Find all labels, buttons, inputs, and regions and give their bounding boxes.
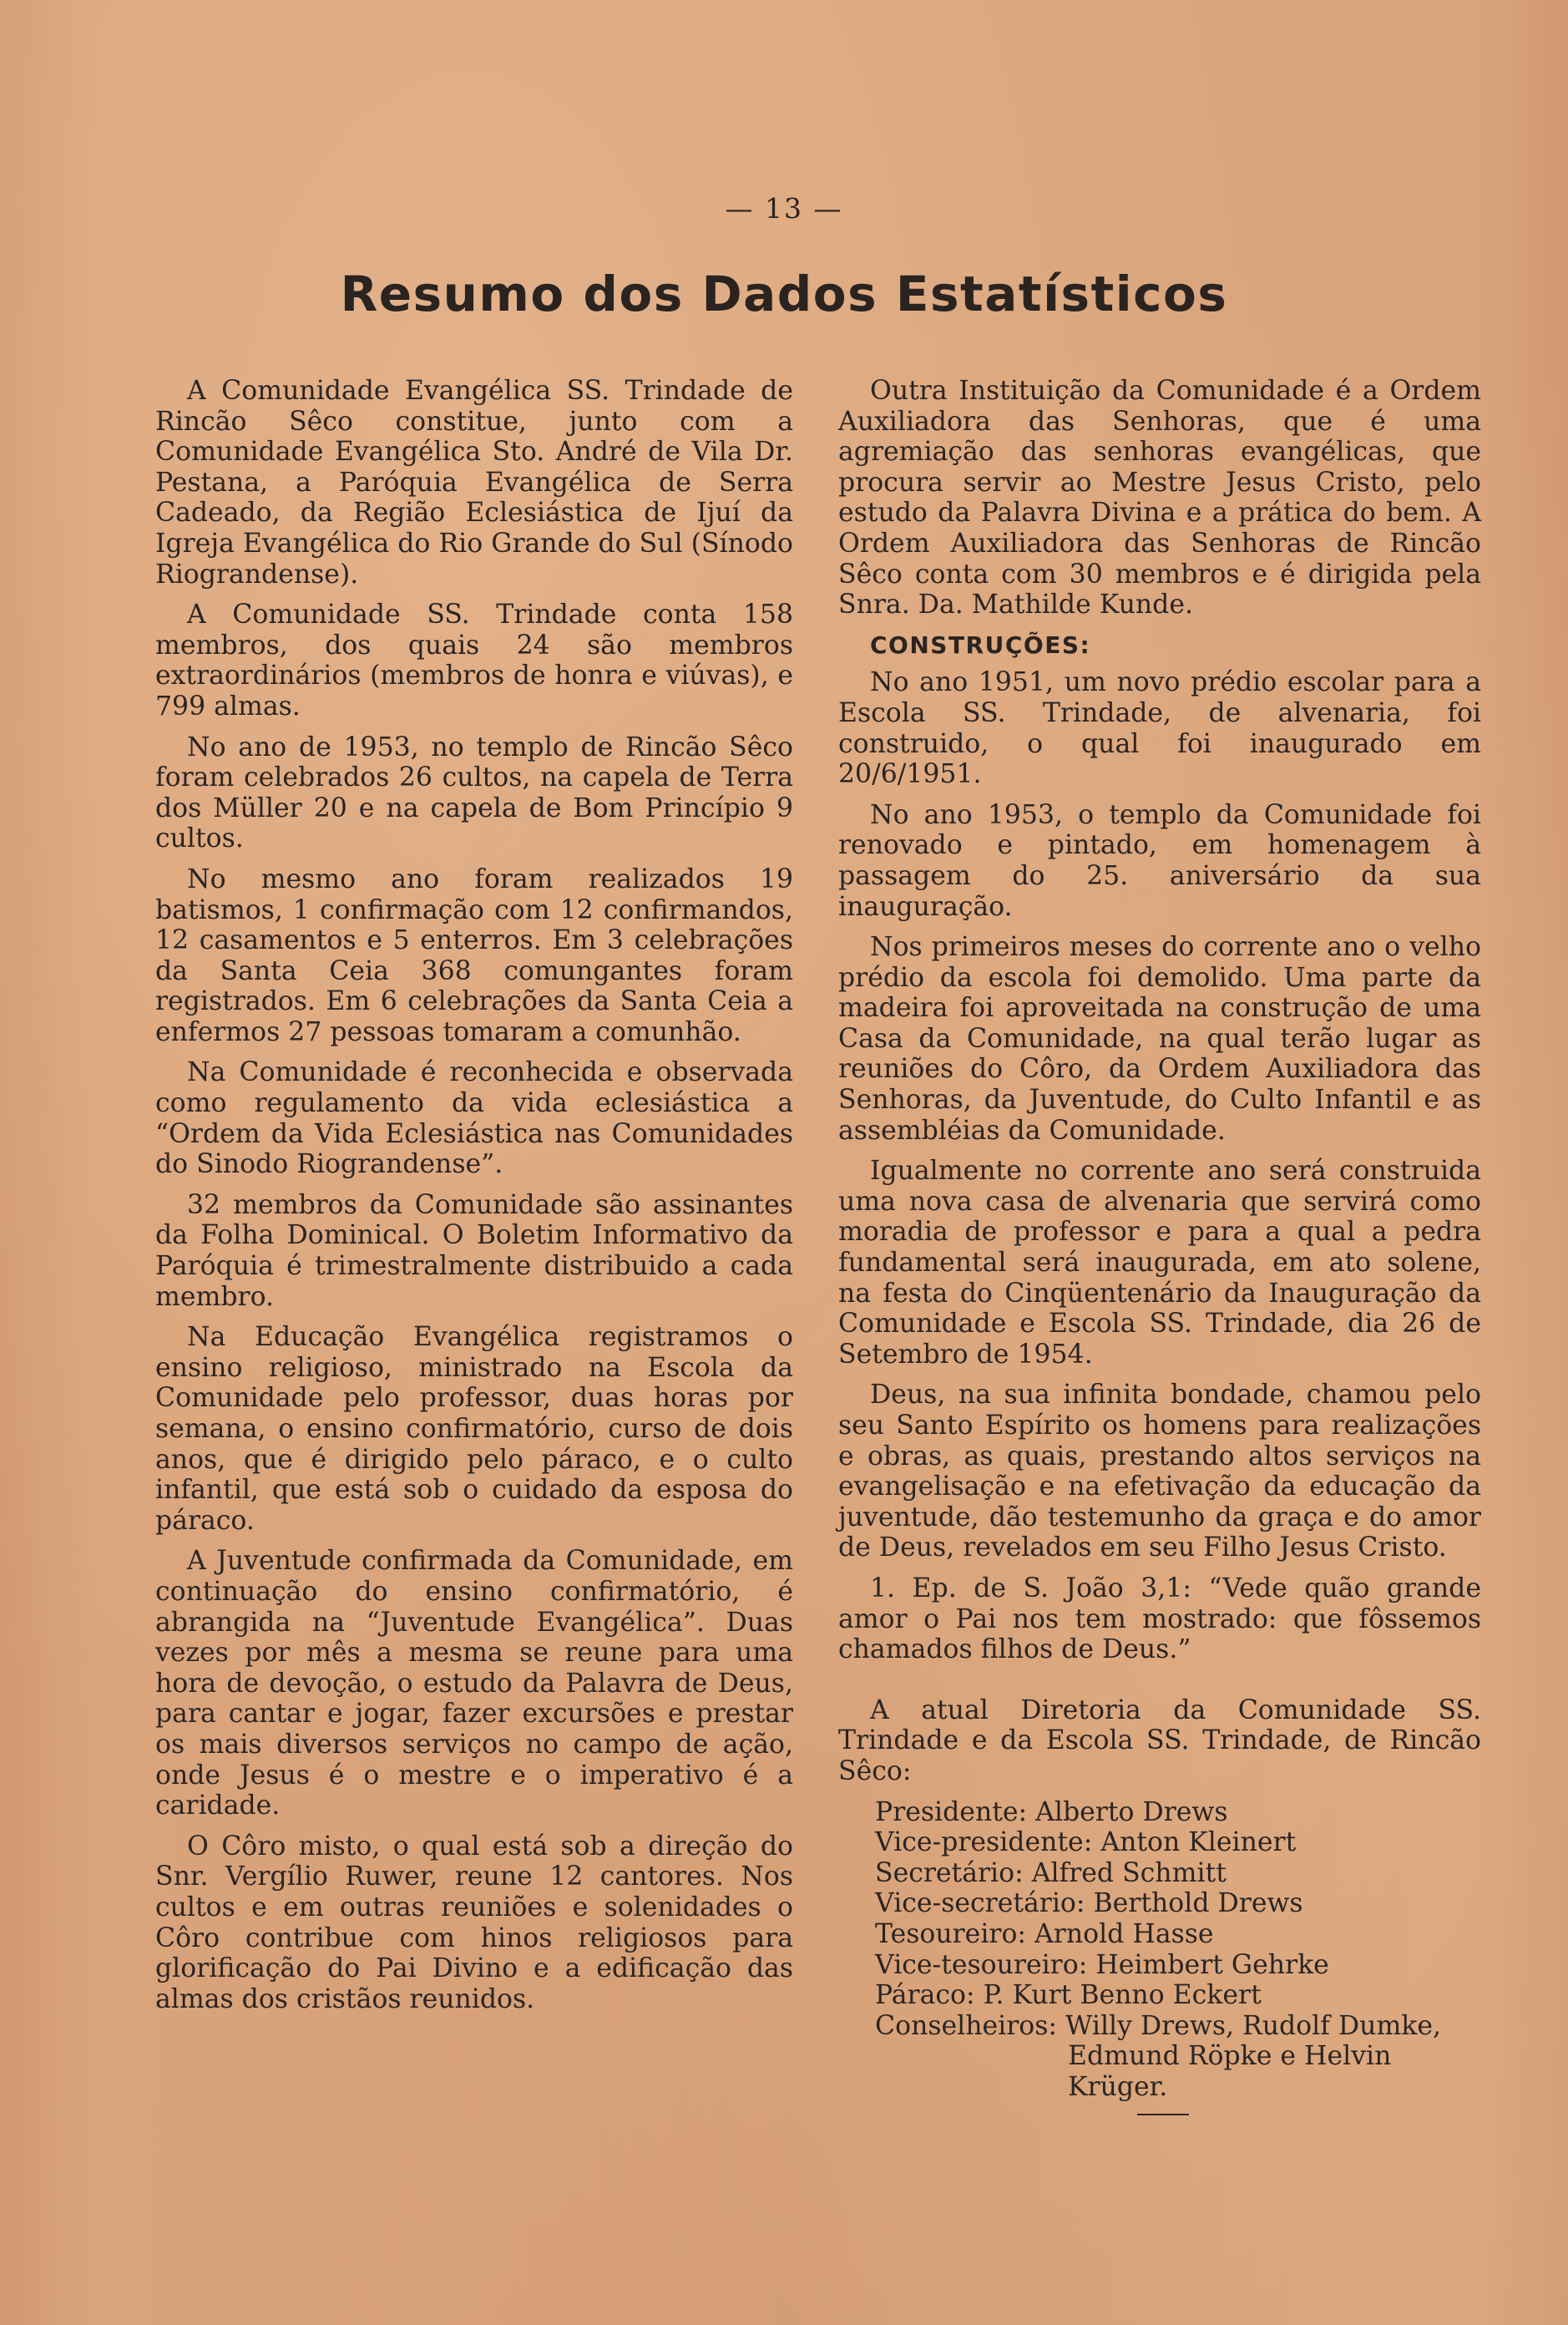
paragraph: No ano 1951, um novo prédio escolar para a Escola SS. Trindade, de alvenaria, foi construido, o qual foi inaugurado em 20/6/1951. [838,667,1481,790]
board-list [838,1797,1481,2103]
board-member: Vice-tesoureiro: Heimbert Gehrke [875,1949,1329,1980]
board-member: Vice-secretário: Berthold Drews [875,1888,1303,1919]
paragraph: 32 membros da Comunidade são assinantes da Folha Dominical. O Boletim Informativo da Paróquia é trimestralmente distribuido a cada membro. [155,1189,793,1312]
board-counselors: Conselheiros: Willy Drews, Rudolf Dumke, Edmund Röpke e Helvin Krüger. [875,2010,1442,2102]
paragraph: Na Comunidade é reconhecida e observada como regulamento da vida eclesiástica a “Ordem da Vida Eclesiástica nas Comunidades do Sinodo Riograndense”. [155,1057,793,1180]
paragraph: A Comunidade SS. Trindade conta 158 membros, dos quais 24 são membros extraordinários (membros de honra e viúvas), e 799 almas. [155,600,793,722]
paragraph: O Côro misto, o qual está sob a direção do Snr. Vergílio Ruwer, reune 12 cantores. Nos cultos e em outras reuniões e solenidades o Côro contribue com hinos religiosos para glorificação do Pai Divino e a edificação das almas dos cristãos reunidos. [155,1831,793,2014]
board-member: Páraco: P. Kurt Benno Eckert [875,1980,1262,2011]
board-member: Secretário: Alfred Schmitt [875,1857,1227,1888]
paragraph: No ano 1953, o templo da Comunidade foi renovado e pintado, em homenagem à passagem do 25. aniversário da sua inauguração. [838,799,1481,922]
right-column [838,376,1481,2115]
page-title: Resumo dos Dados Estatísticos [340,266,1228,322]
end-rule [1137,2114,1189,2115]
paragraph: Igualmente no corrente ano será construida uma nova casa de alvenaria que servirá como moradia de professor e para a qual a pedra fundamental será inaugurada, em ato solene, na festa do Cinqüentenário da Inauguração da Comunidade e Escola SS. Trindade, dia 26 de Setembro de 1954. [838,1156,1481,1370]
board-member: Vice-presidente: Anton Kleinert [875,1827,1297,1858]
construcoes-heading: CONSTRUÇÕES: [870,631,1091,659]
paragraph: No ano de 1953, no templo de Rincão Sêco foram celebrados 26 cultos, na capela de Terra dos Müller 20 e na capela de Bom Princípio 9 cultos. [155,732,793,854]
left-column [155,376,793,2024]
paragraph: A Comunidade Evangélica SS. Trindade de Rincão Sêco constitue, junto com a Comunidade Evangélica Sto. André de Vila Dr. Pestana, a Paróquia Evangélica de Serra Cadeado, da Região Eclesiástica de Ijuí da Igreja Evangélica do Rio Grande do Sul (Sínodo Riograndense). [155,376,793,590]
paragraph: A Juventude confirmada da Comunidade, em continuação do ensino confirmatório, é abrangida na “Juventude Evangélica”. Duas vezes por mês a mesma se reune para uma hora de devoção, o estudo da Palavra de Deus, para cantar e jogar, fazer excursões e prestar os mais diversos serviços no campo de ação, onde Jesus é o mestre e o imperativo é a caridade. [155,1546,793,1821]
paragraph: Deus, na sua infinita bondade, chamou pelo seu Santo Espírito os homens para realizações e obras, as quais, prestando altos serviços na evangelisação e na efetivação da educação da juventude, dão testemunho da graça e do amor de Deus, revelados em seu Filho Jesus Cristo. [838,1380,1481,1563]
paragraph: Outra Instituição da Comunidade é a Ordem Auxiliadora das Senhoras, que é uma agremiação das senhoras evangélicas, que procura servir ao Mestre Jesus Cristo, pelo estudo da Palavra Divina e a prática do bem. A Ordem Auxiliadora das Senhoras de Rincão Sêco conta com 30 membros e é dirigida pela Snra. Da. Mathilde Kunde. [838,376,1481,621]
paragraph: Na Educação Evangélica registramos o ensino religioso, ministrado na Escola da Comunidade pelo professor, duas horas por semana, o ensino confirmatório, curso de dois anos, que é dirigido pelo páraco, e o culto infantil, que está sob o cuidado da esposa do páraco. [155,1322,793,1536]
paragraph: Nos primeiros meses do corrente ano o velho prédio da escola foi demolido. Uma parte da madeira foi aproveitada na construção de uma Casa da Comunidade, na qual terão lugar as reuniões do Côro, da Ordem Auxiliadora das Senhoras, da Juventude, do Culto Infantil e as assembléias da Comunidade. [838,932,1481,1146]
paragraph: No mesmo ano foram realizados 19 batismos, 1 confirmação com 12 confirmandos, 12 casamentos e 5 enterros. Em 3 celebrações da Santa Ceia 368 comungantes foram registrados. Em 6 celebrações da Santa Ceia a enfermos 27 pessoas tomaram a comunhão. [155,864,793,1047]
board-member: Presidente: Alberto Drews [875,1796,1228,1827]
diretoria-intro: A atual Diretoria da Comunidade SS. Trindade e da Escola SS. Trindade, de Rincão Sêco: [838,1694,1481,1786]
paragraph: 1. Ep. de S. João 3,1: “Vede quão grande amor o Pai nos tem mostrado: que fôssemos chamados filhos de Deus.” [838,1573,1481,1665]
board-member: Tesoureiro: Arnold Hasse [875,1918,1214,1949]
page-number: — 13 — [725,192,843,225]
